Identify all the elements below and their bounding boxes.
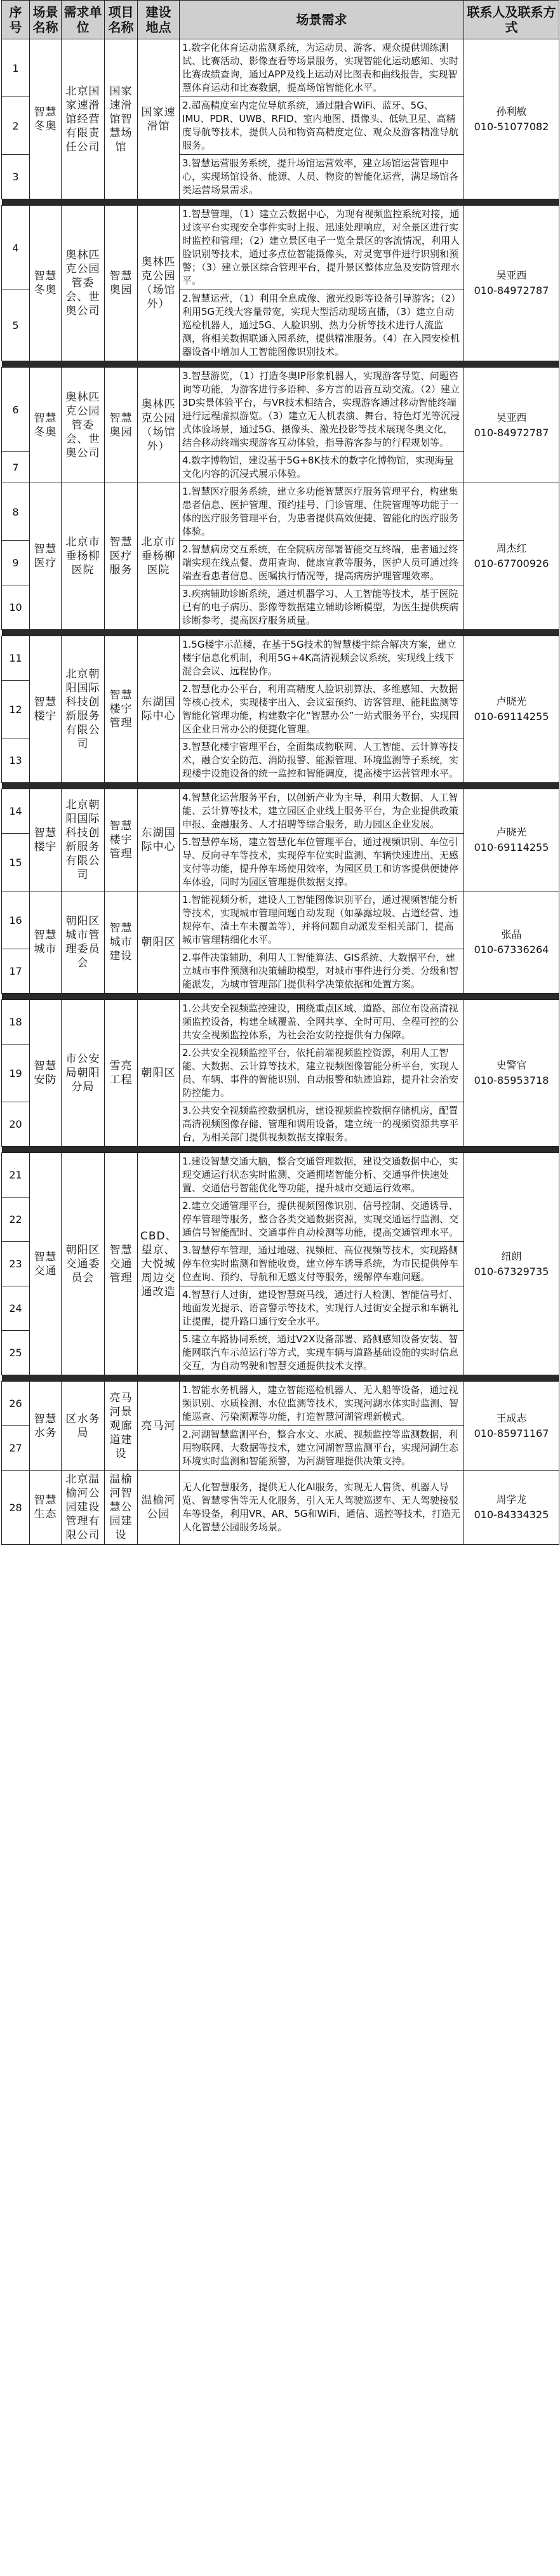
scenario-need-cell: 1.公共安全视频监控建设，围绕重点区域、道路、部位布设高清视频监控设备，构建全域覆盖、全网共享、全时可用、全程可控的公共安全视频监控体系，为社会治安防控提供有力保障。 xyxy=(180,1000,464,1044)
scene-name-cell: 智慧冬奥 xyxy=(30,206,62,361)
scene-name-cell: 智慧生态 xyxy=(30,1471,62,1545)
scenario-need-cell: 4.数字博物馆，建设基于5G+8K技术的数字化博物馆，实现海量文化内容的沉浸式展示体验。 xyxy=(180,452,464,483)
contact-phone: 010-69114255 xyxy=(474,841,549,853)
seq-cell: 28 xyxy=(2,1471,30,1545)
scenario-need-cell: 无人化智慧服务，提供无人化AI服务，实现无人售货、机器人导览、智慧零售等无人化服务，引入无人驾驶巡逻车、无人驾驶接驳车等设备，利用VR、AR、5G和WiFi、通信、遥控等技术，打造无人化智慧公园服务场景。 xyxy=(180,1471,464,1545)
contact-cell xyxy=(464,636,559,783)
seq-cell: 12 xyxy=(2,681,30,738)
contact-cell xyxy=(464,368,559,483)
seq-cell: 24 xyxy=(2,1286,30,1331)
location-cell: 亮马河 xyxy=(138,1382,180,1471)
contact-name: 王成志 xyxy=(496,1411,527,1424)
seq-cell: 9 xyxy=(2,541,30,585)
separator-bar xyxy=(2,199,559,206)
scenario-need-cell: 3.公共安全视频监控数据机房，建设视频监控数据存储机房，配置高清视频图像存储、管理和调用设备，建立统一的视频资源共享平台，为相关部门提供视频数据支撑服务。 xyxy=(180,1102,464,1147)
contact-name: 孙利敏 xyxy=(496,105,527,117)
contact-cell xyxy=(464,1000,559,1147)
section-separator xyxy=(2,630,559,636)
section-separator xyxy=(2,1147,559,1153)
demand-unit-cell: 区水务局 xyxy=(62,1382,105,1471)
project-name-cell: 智慧医疗服务 xyxy=(105,483,138,630)
scene-name-cell: 智慧安防 xyxy=(30,1000,62,1147)
scenario-need-cell: 1.数字化体育运动监测系统，为运动员、游客、观众提供训练测试、比赛活动、影像查看等场景服务，实现智能化运动感知、实时比赛成绩查询，通过APP及线上运动对比图表和曲线报告，实现智慧体育运动和比赛数据，提高场馆智能化水平。 xyxy=(180,39,464,97)
table-row xyxy=(2,206,559,290)
section-separator xyxy=(2,1375,559,1382)
section-separator xyxy=(2,361,559,368)
table-row xyxy=(2,1000,559,1044)
demand-unit-cell: 朝阳区交通委员会 xyxy=(62,1153,105,1375)
seq-cell: 4 xyxy=(2,206,30,290)
location-cell: CBD、望京、大悦城周边交通改造 xyxy=(138,1153,180,1375)
location-cell: 国家速滑馆 xyxy=(138,39,180,199)
demand-unit-cell: 朝阳区城市管理委员会 xyxy=(62,891,105,994)
header-contact: 联系人及联系方式 xyxy=(464,1,559,39)
demand-unit-cell: 奥林匹克公园管委会、世奥公司 xyxy=(62,368,105,483)
contact-name: 卢晓光 xyxy=(496,826,527,838)
contact-name: 周杰红 xyxy=(496,542,527,554)
contact-phone: 010-85953718 xyxy=(474,1074,549,1086)
contact-cell xyxy=(464,1153,559,1375)
location-cell: 东湖国际中心 xyxy=(138,636,180,783)
table-header-row xyxy=(2,1,559,39)
project-name-cell: 雪亮工程 xyxy=(105,1000,138,1147)
contact-cell xyxy=(464,1382,559,1471)
project-name-cell: 智慧交通管理 xyxy=(105,1153,138,1375)
separator-bar xyxy=(2,1375,559,1382)
seq-cell: 21 xyxy=(2,1153,30,1198)
separator-bar xyxy=(2,630,559,636)
demand-unit-cell: 奥林匹克公园管委会、世奥公司 xyxy=(62,206,105,361)
contact-phone: 010-85971167 xyxy=(474,1427,549,1439)
contact-phone: 010-67700926 xyxy=(474,557,549,570)
scenario-need-cell: 3.智慧化楼宇管理平台，全面集成物联网、人工智能、云计算等技术，融合安全防范、消防报警、能源管理、环境监测等子系统，实现楼宇设施设备的统一监控和智能调度，提高楼宇运营管理水平。 xyxy=(180,738,464,783)
location-cell: 朝阳区 xyxy=(138,891,180,994)
contact-name: 纽朗 xyxy=(501,1250,522,1262)
scenario-need-cell: 3.智慧运营服务系统，提升场馆运营效率，建立场馆运营管理中心，实现场馆设备、能源、人员、物资的智能化运营，满足场馆各类运营场景需求。 xyxy=(180,155,464,199)
scene-name-cell: 智慧冬奥 xyxy=(30,39,62,199)
separator-bar xyxy=(2,361,559,368)
scenario-need-cell: 2.智慧化办公平台，利用高精度人脸识别算法、多维感知、大数据等核心技术，实现楼宇出入、会议室预约、访客管理、能耗监测等智能化管理功能，构建数字化“智慧办公”一站式服务平台，实现园区企业日常办公的便捷化管理。 xyxy=(180,681,464,738)
contact-cell xyxy=(464,206,559,361)
seq-cell: 25 xyxy=(2,1331,30,1375)
seq-cell: 14 xyxy=(2,789,30,834)
seq-cell: 17 xyxy=(2,949,30,994)
contact-name: 张晶 xyxy=(501,928,522,940)
header-project: 项目名称 xyxy=(105,1,138,39)
scenario-need-cell: 2.河湖智慧监测平台，整合水文、水质、视频监控等监测数据，利用物联网、大数据等技术，建立河湖智慧监测平台，实现河湖生态环境实时监测和智能预警，为河湖管理提供决策支持。 xyxy=(180,1426,464,1471)
scenario-need-cell: 3.智慧停车管理，通过地磁、视频桩、高位视频等技术，实现路侧停车位实时监测和智能收费，建立停车诱导系统，为市民提供停车位查询、预约、导航和无感支付等服务，缓解停车难问题。 xyxy=(180,1242,464,1286)
location-cell: 奥林匹克公园（场馆外） xyxy=(138,206,180,361)
table-row xyxy=(2,636,559,681)
scenario-need-cell: 4.智慧行人过街，建设智慧斑马线，通过行人检测、智能信号灯、地面发光提示、语音警示等技术，实现行人过街安全提示和车辆礼让提醒，提升路口通行安全水平。 xyxy=(180,1286,464,1331)
location-cell: 朝阳区 xyxy=(138,1000,180,1147)
header-location: 建设地点 xyxy=(138,1,180,39)
header-unit: 需求单位 xyxy=(62,1,105,39)
scene-name-cell: 智慧水务 xyxy=(30,1382,62,1471)
table-row xyxy=(2,1382,559,1426)
contact-cell xyxy=(464,483,559,630)
project-name-cell: 智慧楼宇管理 xyxy=(105,789,138,891)
contact-cell xyxy=(464,789,559,891)
scenario-need-cell: 1.5G楼宇示范楼，在基于5G技术的智慧楼宇综合解决方案，建立楼宇信息化机制，利用5G+4K高清视频会议系统，实现线上线下混合会议、远程协作。 xyxy=(180,636,464,681)
table-row xyxy=(2,368,559,452)
table-body xyxy=(2,39,559,1545)
scenario-need-cell: 1.智能视频分析，建设人工智能图像识别平台，通过视频智能分析等技术，实现城市管理问题自动发现（如暴露垃圾、占道经营、违规停车、渣土车未覆盖等），并将问题自动派发至相关部门，提高城市管理精细化水平。 xyxy=(180,891,464,949)
contact-phone: 010-84334325 xyxy=(474,1509,549,1521)
scenario-need-cell: 1.智慧医疗服务系统，建立多功能智慧医疗服务管理平台，构建集患者信息、医护管理、预约挂号、门诊管理、住院管理等功能于一体的医疗服务管理平台，为患者提供高效便捷、智能化的医疗服务体验。 xyxy=(180,483,464,541)
demand-unit-cell: 北京市垂杨柳医院 xyxy=(62,483,105,630)
scenario-need-cell: 2.建立交通管理平台，提供视频图像识别、信号控制、交通诱导、停车管理等服务，整合各类交通数据资源，实现交通运行监测、交通信号智能配时、交通事件自动检测等功能，提高交通管理水平。 xyxy=(180,1198,464,1242)
contact-phone: 010-51077082 xyxy=(474,120,549,133)
contact-name: 吴亚西 xyxy=(496,269,527,281)
demand-unit-cell: 北京朝阳国际科技创新服务有限公司 xyxy=(62,636,105,783)
location-cell: 奥林匹克公园（场馆外） xyxy=(138,368,180,483)
scene-name-cell: 智慧楼宇 xyxy=(30,636,62,783)
header-scene: 场景名称 xyxy=(30,1,62,39)
seq-cell: 27 xyxy=(2,1426,30,1471)
seq-cell: 16 xyxy=(2,891,30,949)
seq-cell: 23 xyxy=(2,1242,30,1286)
seq-cell: 11 xyxy=(2,636,30,681)
seq-cell: 6 xyxy=(2,368,30,452)
seq-cell: 3 xyxy=(2,155,30,199)
scenario-need-cell: 5.智慧停车场，建立智慧化车位管理平台，通过视频识别、车位引导、反向寻车等技术，实现停车位实时监测、车辆快速进出、无感支付等功能，提升停车场使用效率，为园区员工和访客提供便捷停车体验，同时为园区管理提供数据支撑。 xyxy=(180,834,464,891)
contact-name: 吴亚西 xyxy=(496,411,527,424)
separator-bar xyxy=(2,994,559,1000)
contact-name: 周学龙 xyxy=(496,1493,527,1505)
seq-cell: 5 xyxy=(2,290,30,361)
seq-cell: 2 xyxy=(2,97,30,155)
scene-name-cell: 智慧医疗 xyxy=(30,483,62,630)
seq-cell: 1 xyxy=(2,39,30,97)
seq-cell: 22 xyxy=(2,1198,30,1242)
separator-bar xyxy=(2,1147,559,1153)
scenario-table xyxy=(1,0,559,1545)
table-row xyxy=(2,483,559,541)
demand-unit-cell: 北京温榆河公园建设管理有限公司 xyxy=(62,1471,105,1545)
contact-cell xyxy=(464,891,559,994)
project-name-cell: 智慧城市建设 xyxy=(105,891,138,994)
table-row xyxy=(2,891,559,949)
contact-cell xyxy=(464,39,559,199)
contact-name: 史警官 xyxy=(496,1059,527,1071)
project-name-cell: 智慧奥园 xyxy=(105,206,138,361)
scene-name-cell: 智慧冬奥 xyxy=(30,368,62,483)
location-cell: 温榆河公园 xyxy=(138,1471,180,1545)
contact-phone: 010-84972787 xyxy=(474,426,549,439)
scenario-need-cell: 3.疾病辅助诊断系统，通过机器学习、人工智能等技术，基于医院已有的电子病历、影像等数据建立辅助诊断模型，为医生提供疾病诊断参考，提高医疗服务质量。 xyxy=(180,585,464,630)
seq-cell: 26 xyxy=(2,1382,30,1426)
contact-phone: 010-67329735 xyxy=(474,1265,549,1278)
scenario-need-cell: 1.智能水务机器人，建立智能巡检机器人、无人船等设备，通过视频识别、水质检测、水位监测等技术，实现河湖水体实时监测、智能巡查、污染溯源等功能，打造智慧河湖管理新模式。 xyxy=(180,1382,464,1426)
seq-cell: 7 xyxy=(2,452,30,483)
seq-cell: 19 xyxy=(2,1044,30,1102)
demand-unit-cell: 市公安局朝阳分局 xyxy=(62,1000,105,1147)
scene-name-cell: 智慧城市 xyxy=(30,891,62,994)
scenario-need-cell: 2.公共安全视频监控平台，依托前端视频监控资源，利用人工智能、大数据、云计算等技术，建立视频图像智能分析平台，实现人员、车辆、事件的智能识别、自动报警和轨迹追踪，提升社会治安防控能力。 xyxy=(180,1044,464,1102)
seq-cell: 10 xyxy=(2,585,30,630)
scenario-need-cell: 1.智慧管理，（1）建立云数据中心，为现有视频监控系统对接，通过该平台实现安全事件实时上报、迅速处理响应，对全景区进行实时监控和管理；（2）建立景区电子一览全景区的客流情况，利用人脸识别等技术，通过多点位智能摄像头，对灵宽事件进行识别和预警；（3）建立景区综合管理平台，提升景区整体应急及安防管理水平。 xyxy=(180,206,464,290)
section-separator xyxy=(2,783,559,789)
location-cell: 东湖国际中心 xyxy=(138,789,180,891)
header-need: 场景需求 xyxy=(180,1,464,39)
contact-name: 卢晓光 xyxy=(496,695,527,707)
project-name-cell: 国家速滑馆智慧场馆 xyxy=(105,39,138,199)
scenario-need-cell: 3.智慧游览，（1）打造冬奥IP形象机器人，实现游客导览、问题咨询等功能，为游客进行多语种、多方言的语音互动交流。（2）建立3D实景体验平台，与VR技术相结合，实现游客通过移动智能终端进行远程虚拟游览。（3）建立无人机表演、舞台、特色灯光等沉浸式体验场景，通过5G、摄像头、激光投影等技术展现冬奥文化，结合移动终端实现游客互动体验，指导游客参与的行程规划等。 xyxy=(180,368,464,452)
scenario-need-cell: 2.超高精度室内定位导航系统，通过融合WiFi、蓝牙、5G、IMU、PDR、UWB、RFID、室内地图、摄像头、低轨卫星、高精度导航等技术，提供人员和物资高精度定位、观众及游客精准导航服务。 xyxy=(180,97,464,155)
project-name-cell: 亮马河景观廊道建设 xyxy=(105,1382,138,1471)
contact-cell xyxy=(464,1471,559,1545)
seq-cell: 20 xyxy=(2,1102,30,1147)
scenario-need-cell: 2.事件决策辅助，利用人工智能算法、GIS系统、大数据平台，建立城市事件预测和决策辅助模型，对城市事件进行分类、分级和智能派发，为城市管理部门提供科学决策依据和处置方案。 xyxy=(180,949,464,994)
project-name-cell: 智慧奥园 xyxy=(105,368,138,483)
table-row xyxy=(2,1153,559,1198)
scenario-need-cell: 5.建立车路协同系统，通过V2X设备部署、路侧感知设备安装、智能网联汽车示范运行等方式，实现车辆与道路基础设施的实时信息交互，为自动驾驶和智慧交通提供技术支撑。 xyxy=(180,1331,464,1375)
demand-unit-cell: 北京国家速滑馆经营有限责任公司 xyxy=(62,39,105,199)
scenario-need-cell: 2.智慧运营，（1）利用全息成像、激光投影等设备引导游客；（2）利用5G无线大容量带宽，实现大型活动现场直播，（3）建立自动巡检机器人，通过5G、人脸识别、热力分析等技术进行人流监测，将相关数据联通入园系统，提供精准服务。（4）在入园安检机器设备中增加人工智能图像识别技术。 xyxy=(180,290,464,361)
seq-cell: 8 xyxy=(2,483,30,541)
separator-bar xyxy=(2,783,559,789)
section-separator xyxy=(2,994,559,1000)
header-seq: 序号 xyxy=(2,1,30,39)
table-row xyxy=(2,789,559,834)
table-row xyxy=(2,1471,559,1545)
project-name-cell: 温榆河智慧公园建设 xyxy=(105,1471,138,1545)
project-name-cell: 智慧楼宇管理 xyxy=(105,636,138,783)
seq-cell: 15 xyxy=(2,834,30,891)
contact-phone: 010-67336264 xyxy=(474,944,549,956)
scene-name-cell: 智慧交通 xyxy=(30,1153,62,1375)
scenario-need-cell: 1.建设智慧交通大脑，整合交通管理数据，建设交通数据中心，实现交通运行状态实时监测、交通拥堵智能分析、交通事件快速处置、交通信号智能优化等功能，提升城市交通运行效率。 xyxy=(180,1153,464,1198)
contact-phone: 010-69114255 xyxy=(474,711,549,723)
seq-cell: 18 xyxy=(2,1000,30,1044)
demand-unit-cell: 北京朝阳国际科技创新服务有限公司 xyxy=(62,789,105,891)
scenario-document xyxy=(1,0,559,1545)
table-row xyxy=(2,39,559,97)
seq-cell: 13 xyxy=(2,738,30,783)
contact-phone: 010-84972787 xyxy=(474,284,549,297)
scenario-need-cell: 2.智慧病房交互系统，在全院病房部署智能交互终端，患者通过终端实现在线点餐、费用查询、健康宣教等服务，医护人员可通过终端查看患者信息、医嘱执行情况等，提高病房护理管理效率。 xyxy=(180,541,464,585)
scenario-need-cell: 4.智慧化运营服务平台，以创新产业为主导，利用大数据、人工智能、云计算等技术，建立园区企业线上服务平台，为企业提供政策申报、金融服务、人才招聘等综合服务，助力园区企业发展。 xyxy=(180,789,464,834)
section-separator xyxy=(2,199,559,206)
scene-name-cell: 智慧楼宇 xyxy=(30,789,62,891)
location-cell: 北京市垂杨柳医院 xyxy=(138,483,180,630)
